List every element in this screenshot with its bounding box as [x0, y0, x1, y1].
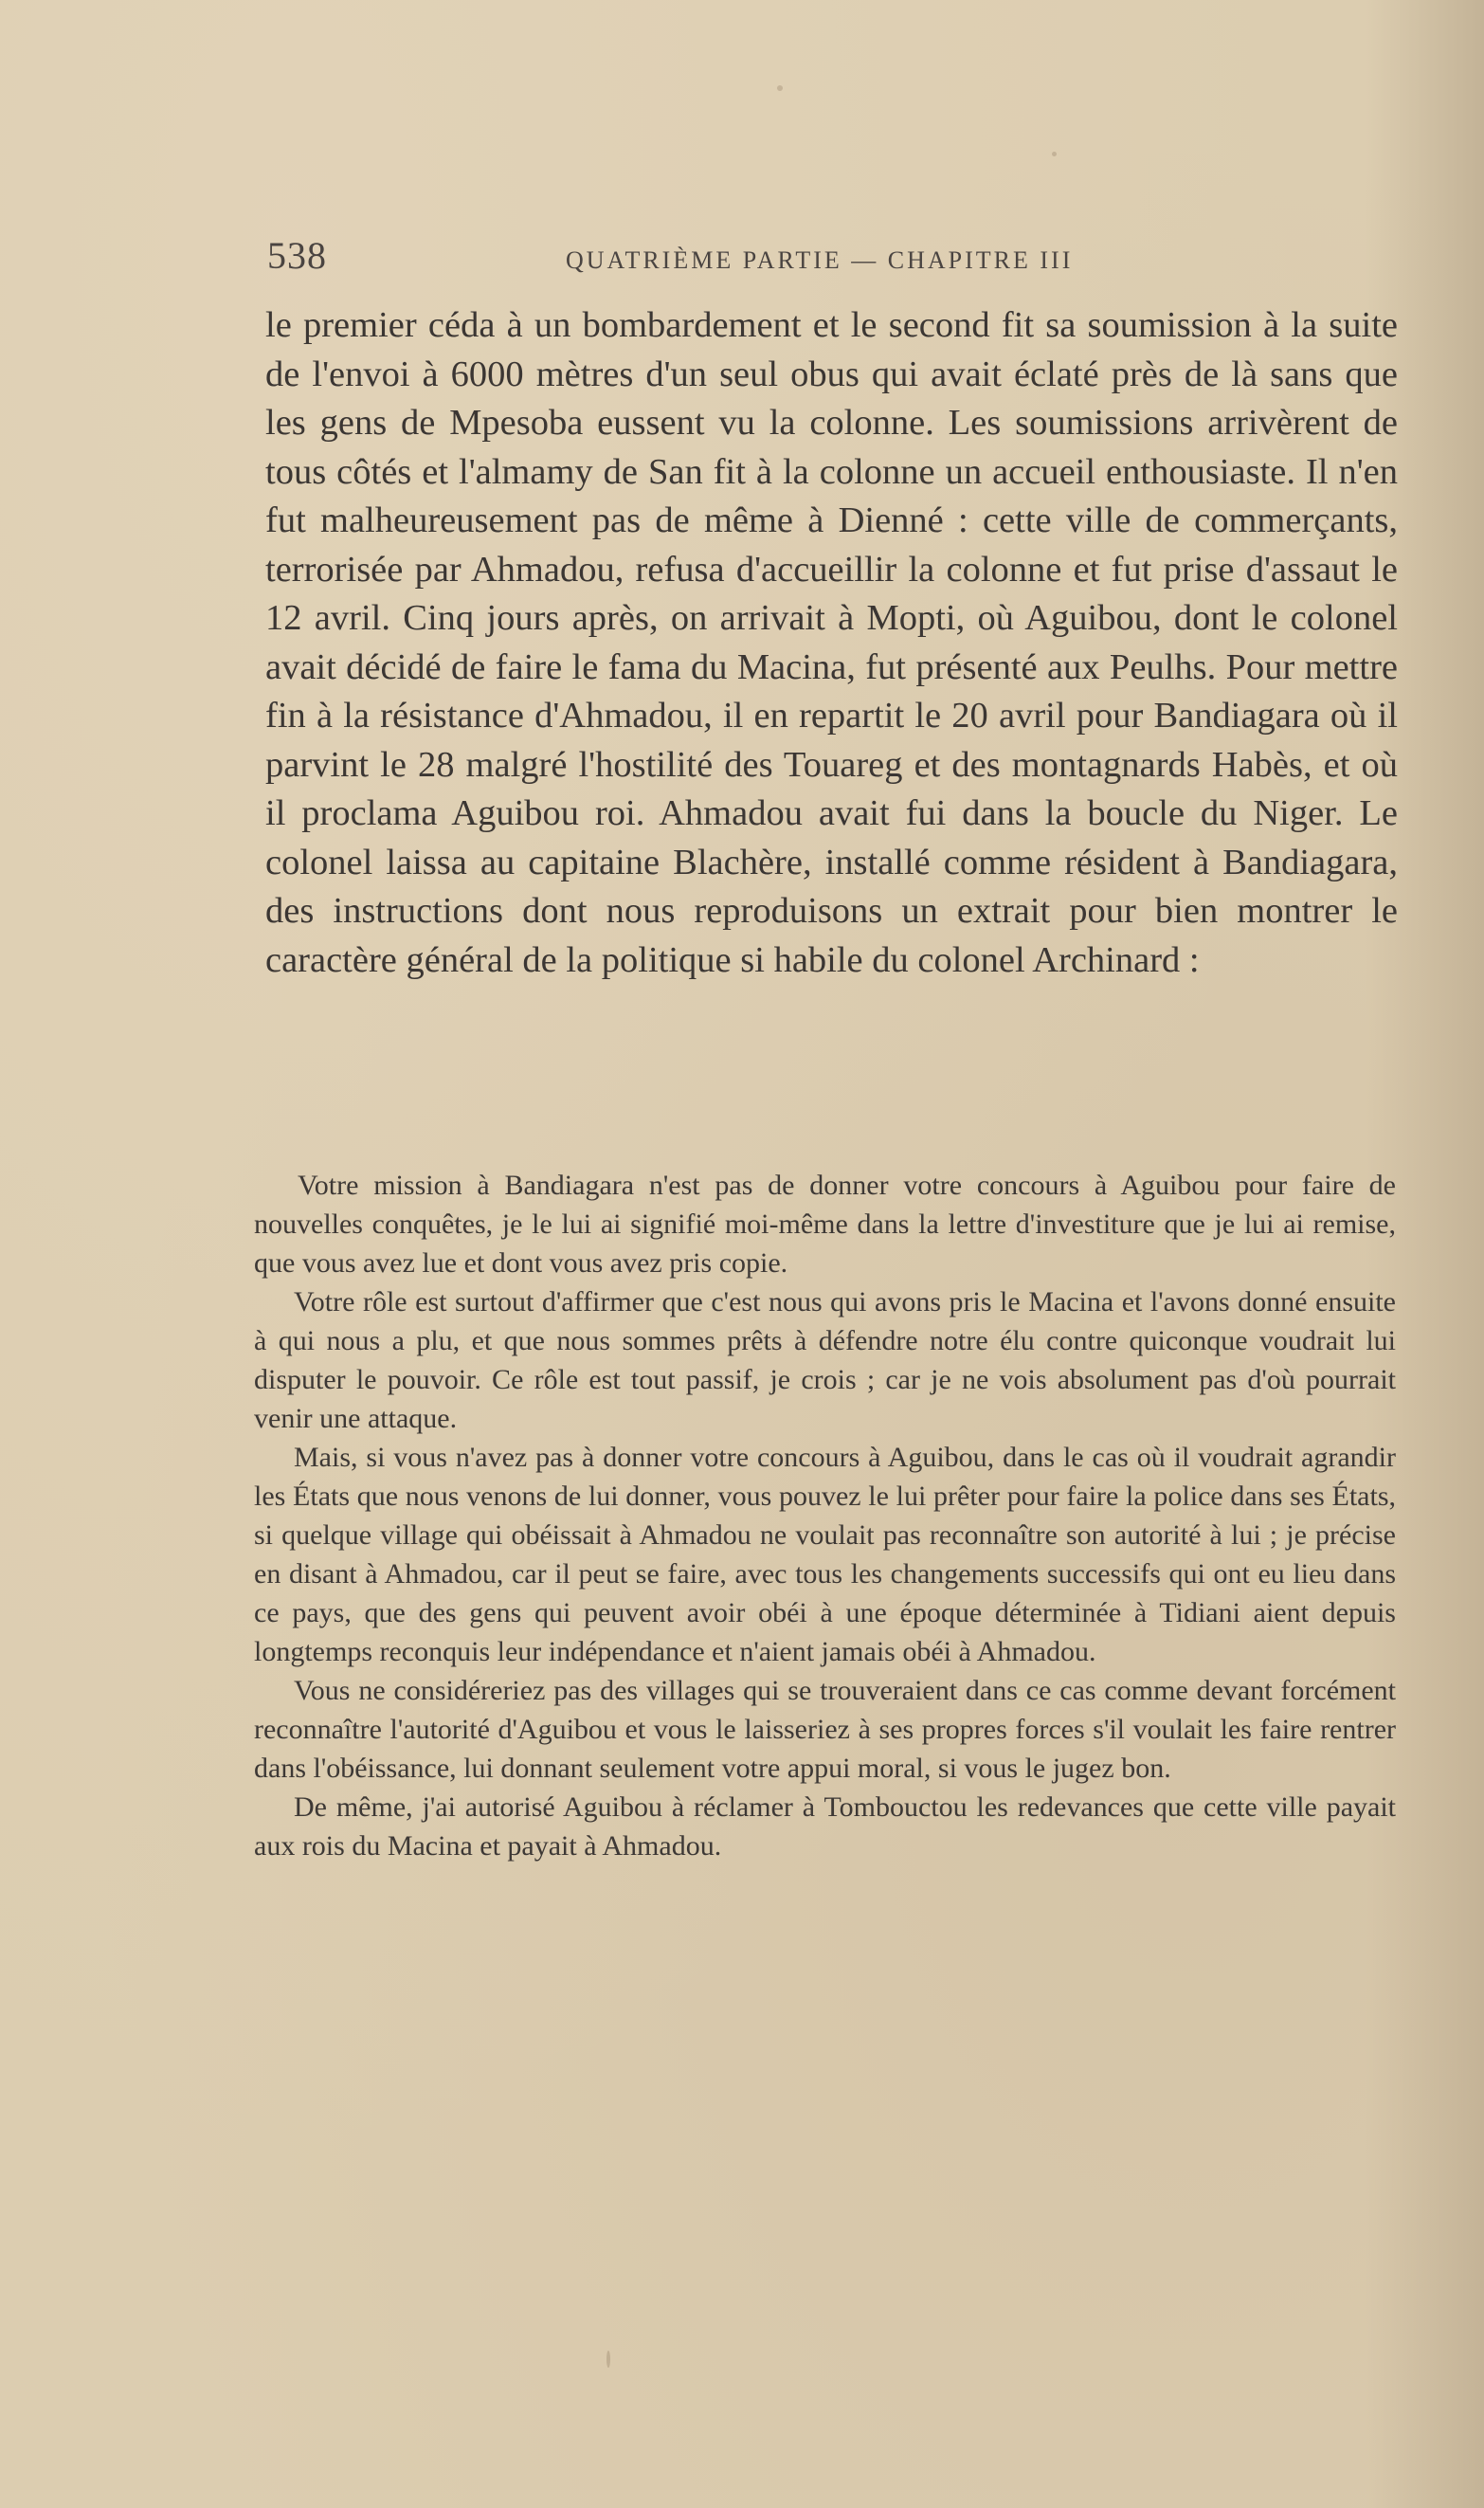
- quote-paragraph-1: Votre mission à Bandiagara n'est pas de donner votre concours à Aguibou pour faire de nouvelles conquêtes, je le lui ai signifié moi-même dans la lettre d'investiture que je lui ai remise, que vous avez lue et dont vous avez pris copie.: [254, 1170, 1396, 1279]
- quote-paragraph-2: Votre rôle est surtout d'affirmer que c'est nous qui avons pris le Macina et l'avons donné ensuite à qui nous a plu, et que nous sommes prêts à défendre notre élu contre quiconque voudrait lui disputer le pouvoir. Ce rôle est tout passif, je crois ; car je ne vois absolument pas d'où pourrait venir une attaque.: [254, 1286, 1396, 1434]
- running-head: [267, 233, 1414, 281]
- page-number: 538: [267, 234, 327, 277]
- body-text: [265, 301, 1398, 985]
- paper-speck: [777, 85, 783, 91]
- quoted-instructions: [254, 1166, 1396, 1865]
- quote-paragraph-3: Mais, si vous n'avez pas à donner votre concours à Aguibou, dans le cas où il voudrait agrandir les États que nous venons de lui donner, vous pouvez le lui prêter pour faire la police dans ses États, si quelque village qui obéissait à Ahmadou ne voulait pas reconnaître son autorité à lui ; je précise en disant à Ahmadou, car il peut se faire, avec tous les changements successifs qui ont eu lieu dans ce pays, que des gens qui peuvent avoir obéi à une époque déterminée à Tidiani aient depuis longtemps reconquis leur indépendance et n'aient jamais obéi à Ahmadou.: [254, 1442, 1396, 1667]
- quote-paragraph-5: De même, j'ai autorisé Aguibou à réclamer à Tombouctou les redevances que cette ville payait aux rois du Macina et payait à Ahmadou.: [254, 1791, 1396, 1862]
- quote-paragraph-4: Vous ne considéreriez pas des villages qui se trouveraient dans ce cas comme devant forcément reconnaître l'autorité d'Aguibou et vous le laisseriez à ses propres forces s'il voulait les faire rentrer dans l'obéissance, lui donnant seulement votre appui moral, si vous le jugez bon.: [254, 1675, 1396, 1784]
- running-title: QUATRIÈME PARTIE — CHAPITRE III: [566, 246, 1074, 274]
- paper-speck: [1052, 152, 1057, 156]
- paper-speck: [606, 2351, 610, 2368]
- body-paragraph: le premier céda à un bombardement et le second fit sa soumission à la suite de l'envoi à 6000 mètres d'un seul obus qui avait éclaté près de là sans que les gens de Mpesoba eussent vu la colonne. Les soumissions arrivèrent de tous côtés et l'almamy de San fit à la colonne un accueil enthousiaste. Il n'en fut malheureusement pas de même à Dienné : cette ville de commerçants, terrorisée par Ahmadou, refusa d'accueillir la colonne et fut prise d'assaut le 12 avril. Cinq jours après, on arrivait à Mopti, où Aguibou, dont le colonel avait décidé de faire le fama du Macina, fut présenté aux Peulhs. Pour mettre fin à la résistance d'Ahmadou, il en repartit le 20 avril pour Bandiagara où il parvint le 28 malgré l'hostilité des Touareg et des montagnards Habès, et où il proclama Aguibou roi. Ahmadou avait fui dans la boucle du Niger. Le colonel laissa au capitaine Blachère, installé comme résident à Bandiagara, des instructions dont nous reproduisons un extrait pour bien montrer le caractère général de la politique si habile du colonel Archinard :: [265, 305, 1398, 980]
